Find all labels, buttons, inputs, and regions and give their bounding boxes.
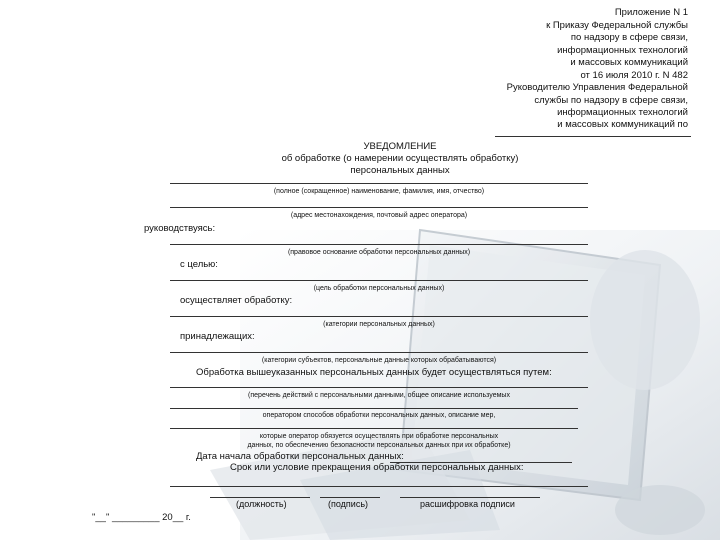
performs-processing-label: осуществляет обработку: (180, 295, 293, 306)
actions-caption: (перечень действий с персональными данными, общее описание используемых (248, 392, 510, 399)
actions-line (170, 387, 588, 388)
categories-line (170, 316, 588, 317)
operator-name-line (170, 183, 588, 184)
document-title: УВЕДОМЛЕНИЕ (363, 141, 437, 152)
signature-line (320, 497, 380, 498)
header-line: информационных технологий (557, 107, 688, 118)
signature-date: "__" _________ 20__ г. (92, 512, 191, 523)
header-line: от 16 июля 2010 г. N 482 (580, 70, 688, 81)
header-line: по надзору в сфере связи, (570, 32, 688, 43)
actions-line (170, 408, 578, 409)
header-line: Руководителю Управления Федеральной (506, 82, 688, 93)
recipient-line (495, 136, 691, 137)
purpose-line (170, 280, 588, 281)
start-date-label: Дата начала обработки персональных данных: (196, 451, 404, 462)
operator-name-caption: (полное (сокращенное) наименование, фамилия, имя, отчество) (273, 188, 485, 195)
subjects-line (170, 352, 588, 353)
actions-caption: которые оператор обязуется осуществлять при обработке персональных (259, 433, 499, 440)
term-line (170, 486, 588, 487)
belonging-label: принадлежащих: (180, 331, 255, 342)
actions-caption: данных, по обеспечению безопасности персональных данных при их обработке) (247, 442, 511, 449)
document-subtitle: персональных данных (350, 165, 450, 176)
decode-caption: расшифровка подписи (420, 499, 515, 509)
header-line: службы по надзору в сфере связи, (534, 95, 688, 106)
subjects-caption: (категории субъектов, персональные данные которых обрабатываются) (261, 357, 497, 364)
actions-caption: оператором способов обработки персональных данных, описание мер, (262, 412, 496, 419)
position-line (210, 497, 310, 498)
header-line: Приложение N 1 (614, 7, 688, 18)
legal-basis-caption: (правовое основание обработки персональных данных) (287, 249, 471, 256)
header-line: информационных технологий (557, 45, 688, 56)
address-line (170, 207, 588, 208)
header-line: и массовых коммуникаций по (557, 119, 688, 130)
purpose-label: с целью: (180, 259, 218, 270)
document-subtitle: об обработке (о намерении осуществлять обработку) (281, 153, 519, 164)
legal-basis-line (170, 244, 588, 245)
purpose-caption: (цель обработки персональных данных) (313, 285, 445, 292)
guided-by-label: руководствуясь: (144, 223, 216, 234)
position-caption: (должность) (236, 499, 287, 509)
actions-line (170, 428, 578, 429)
signature-caption: (подпись) (328, 499, 369, 509)
header-line: к Приказу Федеральной службы (546, 20, 688, 31)
header-line: и массовых коммуникаций (570, 57, 688, 68)
processing-way-label: Обработка вышеуказанных персональных данных будет осуществляться путем: (196, 367, 552, 378)
address-caption: (адрес местонахождения, почтовый адрес оператора) (290, 212, 468, 219)
decode-line (400, 497, 540, 498)
term-label: Срок или условие прекращения обработки персональных данных: (230, 462, 524, 473)
categories-caption: (категории персональных данных) (323, 321, 435, 328)
